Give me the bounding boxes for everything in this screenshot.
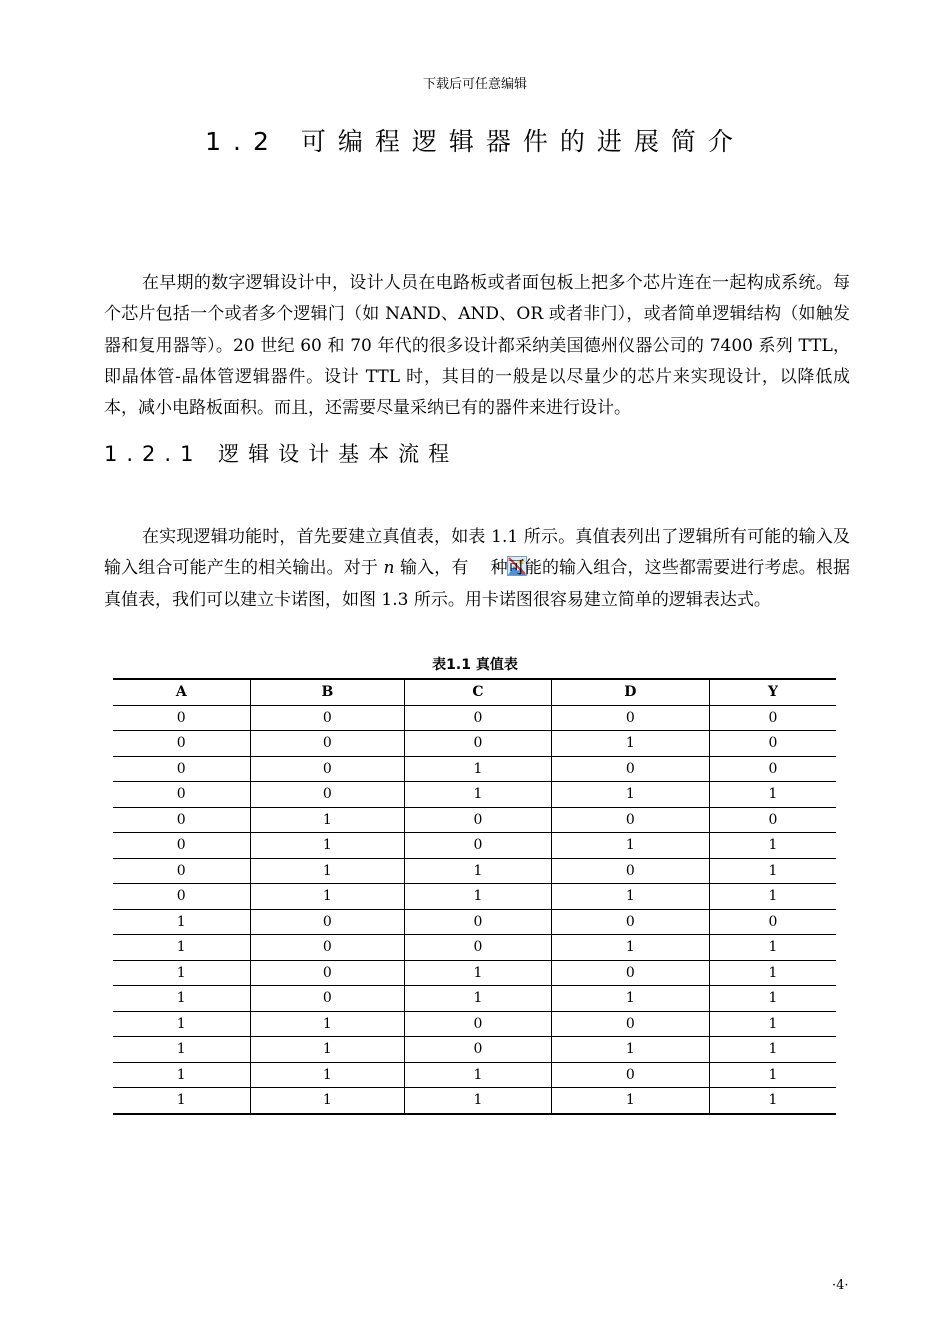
table-cell: 0 [250,986,405,1012]
table-cell: 1 [405,858,551,884]
page-header: 下载后可任意编辑 [422,77,527,92]
flow-paragraph-part1: 在实现逻辑功能时，首先要建立真值表，如表 1.1 所示。真值表列出了逻辑所有可能的输入及输入组合可能产生的相关输出。对于 [104,527,850,579]
table-cell: 0 [250,960,405,986]
table-cell: 0 [113,782,250,808]
table-cell: 1 [113,986,250,1012]
table-cell: 0 [551,909,709,935]
column-header-d: D [551,679,709,705]
table-cell: 0 [250,909,405,935]
table-cell: 0 [551,1011,709,1037]
table-cell: 1 [113,909,250,935]
table-cell: 1 [551,833,709,859]
table-cell: 0 [250,705,405,731]
table-cell: 0 [113,756,250,782]
table-cell: 0 [405,935,551,961]
table-cell: 1 [113,935,250,961]
table-row [113,833,836,859]
table-cell: 0 [709,807,836,833]
table-row [113,1062,836,1088]
table-cell: 1 [709,884,836,910]
table-cell: 1 [405,1062,551,1088]
column-header-a: A [113,679,250,705]
variable-n: n [383,558,395,579]
table-cell: 1 [405,756,551,782]
table-cell: 0 [709,705,836,731]
table-row [113,909,836,935]
page-number: ·4· [832,1278,849,1293]
column-header-b: B [250,679,405,705]
table-cell: 1 [405,960,551,986]
broken-image-icon [469,556,489,576]
table-cell: 1 [551,935,709,961]
table-cell: 0 [250,935,405,961]
table-cell: 0 [405,833,551,859]
table-cell: 0 [551,960,709,986]
table-cell: 1 [250,1011,405,1037]
table-cell: 1 [709,935,836,961]
section-heading: 1.2.1 逻辑设计基本流程 [104,442,459,466]
table-cell: 0 [551,756,709,782]
column-header-c: C [405,679,551,705]
table-cell: 1 [709,1011,836,1037]
table-cell: 0 [250,782,405,808]
table-cell: 0 [709,909,836,935]
table-cell: 0 [113,833,250,859]
table-cell: 1 [250,1037,405,1063]
table-cell: 0 [250,731,405,757]
table-cell: 0 [113,858,250,884]
table-cell: 0 [250,756,405,782]
table-cell: 1 [250,884,405,910]
table-row [113,705,836,731]
table-row [113,782,836,808]
table-cell: 1 [709,1037,836,1063]
table-row [113,960,836,986]
table-cell: 1 [113,960,250,986]
table-cell: 1 [551,1037,709,1063]
table-cell: 1 [551,986,709,1012]
table-cell: 1 [551,731,709,757]
table-row [113,807,836,833]
table-cell: 1 [113,1088,250,1114]
table-cell: 0 [405,731,551,757]
table-cell: 1 [405,1088,551,1114]
table-cell: 1 [551,782,709,808]
table-row [113,1037,836,1063]
table-cell: 1 [113,1062,250,1088]
table-row [113,1011,836,1037]
flow-paragraph-part2: 输入，有 [394,558,469,579]
table-cell: 1 [709,833,836,859]
table-row [113,1088,836,1114]
table-cell: 0 [551,858,709,884]
table-row [113,986,836,1012]
table-cell: 1 [709,960,836,986]
table-row [113,756,836,782]
table-caption: 表1.1 真值表 [432,657,518,673]
flow-paragraph [104,522,850,616]
table-cell: 1 [405,884,551,910]
intro-paragraph: 在早期的数字逻辑设计中，设计人员在电路板或者面包板上把多个芯片连在一起构成系统。每个芯片包括一个或者多个逻辑门（如 NAND、AND、OR 或者非门），或者简单逻辑结构（如触发器和复用器等）。20 世纪 60 和 70 年代的很多设计都采纳美国德州仪器公司的 7400 系列 TTL，即晶体管-晶体管逻辑器件。设计 TTL 时，其目的一般是以尽量少的芯片来实现设计，以降低成本，减小电路板面积。而且，还需要尽量采纳已有的器件来进行设计。 [104,273,850,419]
table-cell: 0 [405,705,551,731]
truth-table-body [113,705,836,1114]
table-cell: 1 [709,986,836,1012]
table-cell: 0 [551,807,709,833]
table-cell: 0 [113,731,250,757]
table-cell: 1 [405,782,551,808]
table-cell: 1 [551,1088,709,1114]
table-cell: 0 [113,884,250,910]
table-row [113,935,836,961]
flow-paragraph-part3: 种可能的输入组合，这些都需要进行考虑。根据真值表，我们可以建立卡诺图，如图 1.3 所示。用卡诺图很容易建立简单的逻辑表达式。 [104,558,851,610]
table-row [113,858,836,884]
table-cell: 1 [405,986,551,1012]
truth-table [113,678,836,1115]
table-cell: 1 [551,884,709,910]
table-cell: 1 [113,1037,250,1063]
table-cell: 0 [551,1062,709,1088]
table-cell: 0 [405,1037,551,1063]
table-cell: 0 [113,705,250,731]
table-row [113,884,836,910]
table-cell: 0 [709,756,836,782]
table-cell: 1 [709,1088,836,1114]
column-header-y: Y [709,679,836,705]
table-header-row [113,679,836,705]
table-cell: 1 [709,1062,836,1088]
table-cell: 1 [250,1062,405,1088]
table-cell: 1 [250,1088,405,1114]
table-cell: 0 [405,1011,551,1037]
table-cell: 1 [709,782,836,808]
table-cell: 0 [709,731,836,757]
table-cell: 0 [405,909,551,935]
table-cell: 0 [405,807,551,833]
table-cell: 1 [113,1011,250,1037]
chapter-title: 1.2 可编程逻辑器件的进展简介 [205,127,745,156]
table-cell: 1 [250,807,405,833]
table-cell: 1 [250,858,405,884]
table-cell: 1 [250,833,405,859]
table-cell: 0 [113,807,250,833]
table-cell: 0 [551,705,709,731]
table-row [113,731,836,757]
table-cell: 1 [709,858,836,884]
